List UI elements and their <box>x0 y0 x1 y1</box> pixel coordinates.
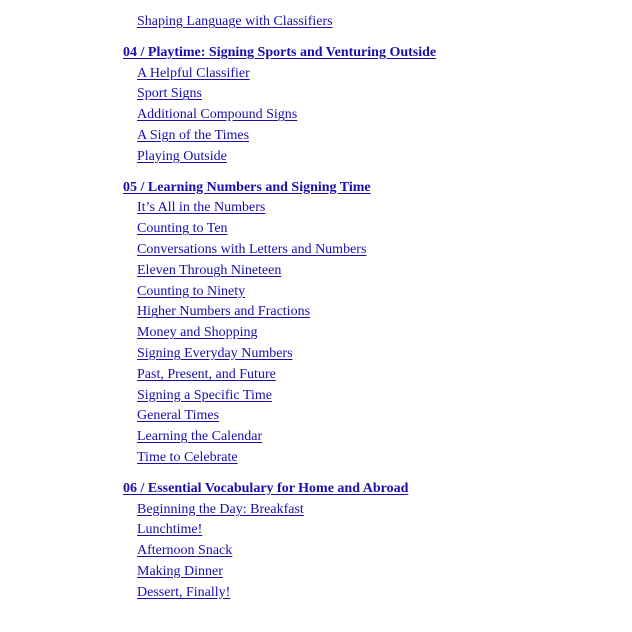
toc-link[interactable]: Past, Present, and Future <box>137 366 276 382</box>
toc-entry[interactable] <box>0 323 632 344</box>
toc-link[interactable]: Higher Numbers and Fractions <box>137 304 311 320</box>
toc-link[interactable]: A Sign of the Times <box>137 127 250 143</box>
chapter-link[interactable]: 06 / Essential Vocabulary for Home and Abroad <box>123 480 409 496</box>
toc-entry[interactable] <box>0 64 632 85</box>
toc-entry[interactable] <box>0 84 632 105</box>
toc-link[interactable]: Signing a Specific Time <box>137 387 272 403</box>
toc-entry[interactable] <box>0 541 632 562</box>
toc-entry[interactable] <box>0 261 632 282</box>
chapter-link[interactable]: 05 / Learning Numbers and Signing Time <box>123 179 371 195</box>
toc-entry[interactable] <box>0 198 632 219</box>
toc-entry[interactable] <box>0 386 632 407</box>
toc-entry[interactable] <box>0 147 632 168</box>
toc-link[interactable]: Playing Outside <box>137 148 227 164</box>
toc-link[interactable]: Afternoon Snack <box>137 543 233 559</box>
toc-entry[interactable] <box>0 520 632 541</box>
toc-link[interactable]: Signing Everyday Numbers <box>137 345 293 361</box>
toc-link[interactable]: Eleven Through Nineteen <box>137 262 282 278</box>
chapter-04 <box>0 43 632 168</box>
chapter-title[interactable] <box>0 479 632 500</box>
toc-link[interactable]: It’s All in the Numbers <box>137 200 266 216</box>
toc-entry[interactable] <box>0 562 632 583</box>
toc-entry[interactable] <box>0 12 632 33</box>
toc-entry[interactable] <box>0 448 632 469</box>
toc-link[interactable]: Learning the Calendar <box>137 429 263 445</box>
toc-link[interactable]: Conversations with Letters and Numbers <box>137 241 367 257</box>
toc-link[interactable]: Counting to Ten <box>137 221 228 237</box>
chapter-06 <box>0 479 632 604</box>
toc-entry[interactable] <box>0 219 632 240</box>
toc-entry[interactable] <box>0 500 632 521</box>
toc-entry[interactable] <box>0 406 632 427</box>
toc-link[interactable]: Counting to Ninety <box>137 283 246 299</box>
toc-entry[interactable] <box>0 126 632 147</box>
toc-entry[interactable] <box>0 282 632 303</box>
toc-entry[interactable] <box>0 105 632 126</box>
chapter-link[interactable]: 04 / Playtime: Signing Sports and Venturing Outside <box>123 44 437 60</box>
toc-link[interactable]: General Times <box>137 408 220 424</box>
toc-entry[interactable] <box>0 365 632 386</box>
toc-entry[interactable] <box>0 427 632 448</box>
toc-entry[interactable] <box>0 302 632 323</box>
toc-link[interactable]: Beginning the Day: Breakfast <box>137 501 304 517</box>
toc-link[interactable]: Sport Signs <box>137 86 202 102</box>
toc-link[interactable]: Lunchtime! <box>137 522 203 538</box>
toc-link[interactable]: Time to Celebrate <box>137 449 238 465</box>
toc-link[interactable]: Money and Shopping <box>137 325 258 341</box>
toc-entry[interactable] <box>0 344 632 365</box>
toc-entry[interactable] <box>0 583 632 604</box>
toc-link[interactable]: Additional Compound Signs <box>137 107 298 123</box>
toc-link[interactable]: A Helpful Classifier <box>137 65 250 81</box>
chapter-05 <box>0 178 632 469</box>
toc-link[interactable]: Making Dinner <box>137 563 223 579</box>
toc-link[interactable]: Shaping Language with Classifiers <box>137 14 333 29</box>
toc-entry[interactable] <box>0 240 632 261</box>
toc-link[interactable]: Dessert, Finally! <box>137 584 231 600</box>
table-of-contents <box>0 12 632 604</box>
chapter-title[interactable] <box>0 43 632 64</box>
chapter-title[interactable] <box>0 178 632 199</box>
